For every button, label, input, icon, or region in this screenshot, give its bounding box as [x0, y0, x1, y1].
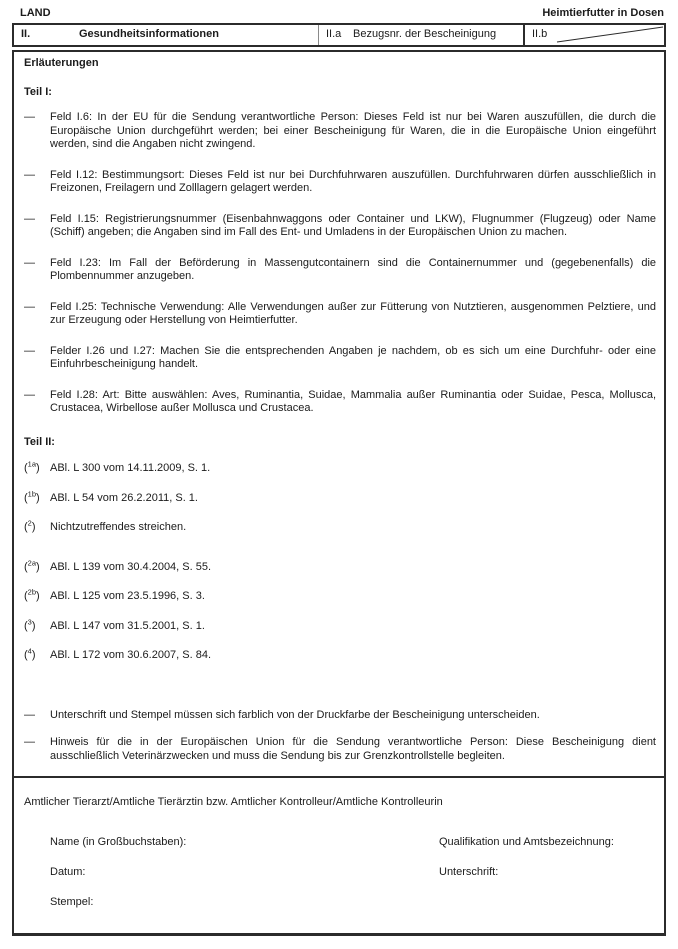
- footnote-3: [24, 616, 656, 634]
- list-item-field-I15: [24, 213, 656, 240]
- explanations-title: Erläuterungen: [24, 57, 99, 69]
- footnote-text: Nichtzutreffendes streichen.: [50, 521, 187, 533]
- dash-bullet: —: [24, 168, 35, 181]
- footnote-text: ABl. L 125 vom 23.5.1996, S. 3.: [50, 590, 205, 602]
- cell-health-information: [14, 25, 318, 45]
- list-item-fields-I26-I27: [24, 345, 656, 372]
- dash-bullet: —: [24, 736, 35, 748]
- part2-heading: Teil II:: [24, 435, 55, 448]
- section-code-IIa: II.a: [326, 28, 342, 41]
- section-label-health-information: Gesundheitsinformationen: [79, 28, 219, 41]
- footnote-text: ABl. L 147 vom 31.5.2001, S. 1.: [50, 619, 205, 632]
- footnote-marker: ($^2$): [24, 518, 36, 533]
- dash-bullet: —: [24, 256, 35, 269]
- field-row-date-signature: [24, 866, 656, 880]
- cell-IIb: [523, 25, 664, 45]
- list-item-field-I25: [24, 301, 656, 328]
- note-signature-color: [24, 709, 656, 723]
- list-item-field-I23: [24, 257, 656, 284]
- footnote-marker: ($^{1a}$): [24, 459, 40, 474]
- footnote-1a: [24, 459, 656, 476]
- section-label-reference-number: Bezugsnr. der Bescheinigung: [353, 28, 497, 41]
- item-text: Feld I.12: Bestimmungsort: Dieses Feld ist nur bei Durchfuhrwaren auszufüllen. Durchfuhrwaren dürfen ausschließlich in Freizonen, Freilagern und Zolllagern gelagert werden.: [50, 168, 656, 194]
- item-text: Feld I.25: Technische Verwendung: Alle Verwendungen außer zur Fütterung von Nutztieren, ausgenommen Pelztiere, und zur Erzeugung oder Herstellung von Heimtierfutter.: [50, 300, 656, 326]
- cell-reference-number: [318, 25, 523, 45]
- footnote-marker: ($^3$): [24, 616, 36, 632]
- footnote-2b: [24, 587, 656, 604]
- document-title: Heimtierfutter in Dosen: [542, 7, 664, 19]
- explanations-section: [14, 52, 664, 778]
- footnote-4: [24, 646, 656, 663]
- field-row-stamp: [24, 896, 656, 910]
- dash-bullet: —: [24, 300, 35, 313]
- header-reference-table: [12, 23, 666, 47]
- item-text: Felder I.26 und I.27: Machen Sie die entsprechenden Angaben je nachdem, ob es sich um eine Durchfuhr- oder eine Einfuhrbescheinigung handelt.: [50, 344, 656, 370]
- list-item-field-I12: [24, 169, 656, 196]
- note-eu-responsible-person: [24, 736, 656, 763]
- item-text: Feld I.23: Im Fall der Beförderung in Massengutcontainern sind die Containernummer und (gegebenenfalls) die Plombennummer anzugeben.: [50, 256, 656, 282]
- signature-field-label: Unterschrift:: [439, 865, 499, 878]
- footnote-marker: ($^4$): [24, 646, 36, 661]
- dash-bullet: —: [24, 388, 35, 401]
- stamp-field-label: Stempel:: [50, 895, 94, 908]
- date-field-label: Datum:: [50, 865, 86, 878]
- footnote-2a: [24, 557, 656, 575]
- footnote-text: ABl. L 139 vom 30.4.2004, S. 55.: [50, 560, 212, 573]
- item-text: Feld I.28: Art: Bitte auswählen: Aves, Ruminantia, Suidae, Mammalia außer Ruminantia oder Suidae, Pesca, Mollusca, Crustacea, Wirbellose außer Mollusca und Crustacea.: [50, 388, 656, 414]
- footnote-text: ABl. L 172 vom 30.6.2007, S. 84.: [50, 649, 212, 661]
- item-text: Feld I.15: Registrierungsnummer (Eisenbahnwaggons oder Container und LKW), Flugnummer (Flugzeug) oder Name (Schiff) angeben; die Angaben sind im Fall des Ent- und Umladens in der Europäischen Union zu machen.: [50, 212, 656, 238]
- qualification-field-label: Qualifikation und Amtsbezeichnung:: [439, 835, 614, 848]
- footnote-marker: ($^{2b}$): [24, 587, 40, 602]
- dash-bullet: —: [24, 344, 35, 357]
- list-item-field-I28: [24, 389, 656, 416]
- name-field-label: Name (in Großbuchstaben):: [50, 835, 187, 848]
- footnote-marker: ($^{1b}$): [24, 488, 40, 504]
- footnote-1b: [24, 488, 656, 506]
- dash-bullet: —: [24, 212, 35, 225]
- part1-heading: Teil I:: [24, 85, 52, 98]
- list-item-field-I6: [24, 111, 656, 152]
- footnote-text: ABl. L 300 vom 14.11.2009, S. 1.: [50, 462, 211, 474]
- official-section: [14, 778, 664, 933]
- footnote-text: ABl. L 54 vom 26.2.2011, S. 1.: [50, 491, 198, 504]
- diagonal-line: [525, 25, 664, 45]
- note-text: Hinweis für die in der Europäischen Union für die Sendung verantwortliche Person: Diese Bescheinigung dient ausschließlich Veterinärzwecken und muss die Sendung bis zur Grenzkontrollstelle begleiten.: [50, 736, 656, 762]
- footnote-2: [24, 518, 656, 535]
- official-title: Amtlicher Tierarzt/Amtliche Tierärztin bzw. Amtlicher Kontrolleur/Amtliche Kontrolleurin: [24, 796, 443, 808]
- page-header: [12, 7, 666, 20]
- field-row-name-qualification: [24, 836, 656, 850]
- note-text: Unterschrift und Stempel müssen sich farblich von der Druckfarbe der Bescheinigung unterscheiden.: [50, 708, 540, 721]
- section-code-II: II.: [21, 28, 31, 41]
- section-code-IIb: II.b: [532, 28, 548, 41]
- dash-bullet: —: [24, 111, 35, 123]
- country-label: LAND: [20, 7, 51, 19]
- footnote-marker: ($^{2a}$): [24, 557, 40, 573]
- item-text: Feld I.6: In der EU für die Sendung verantwortliche Person: Dieses Feld ist nur bei Waren auszufüllen, die durch die Europäische Union durchgeführt werden; bei einer Bescheinigung für Waren, die in die Europäische Union eingeführt werden, sind die Angaben nicht zwingend.: [50, 111, 656, 150]
- main-box: [12, 50, 666, 936]
- dash-bullet: —: [24, 708, 35, 721]
